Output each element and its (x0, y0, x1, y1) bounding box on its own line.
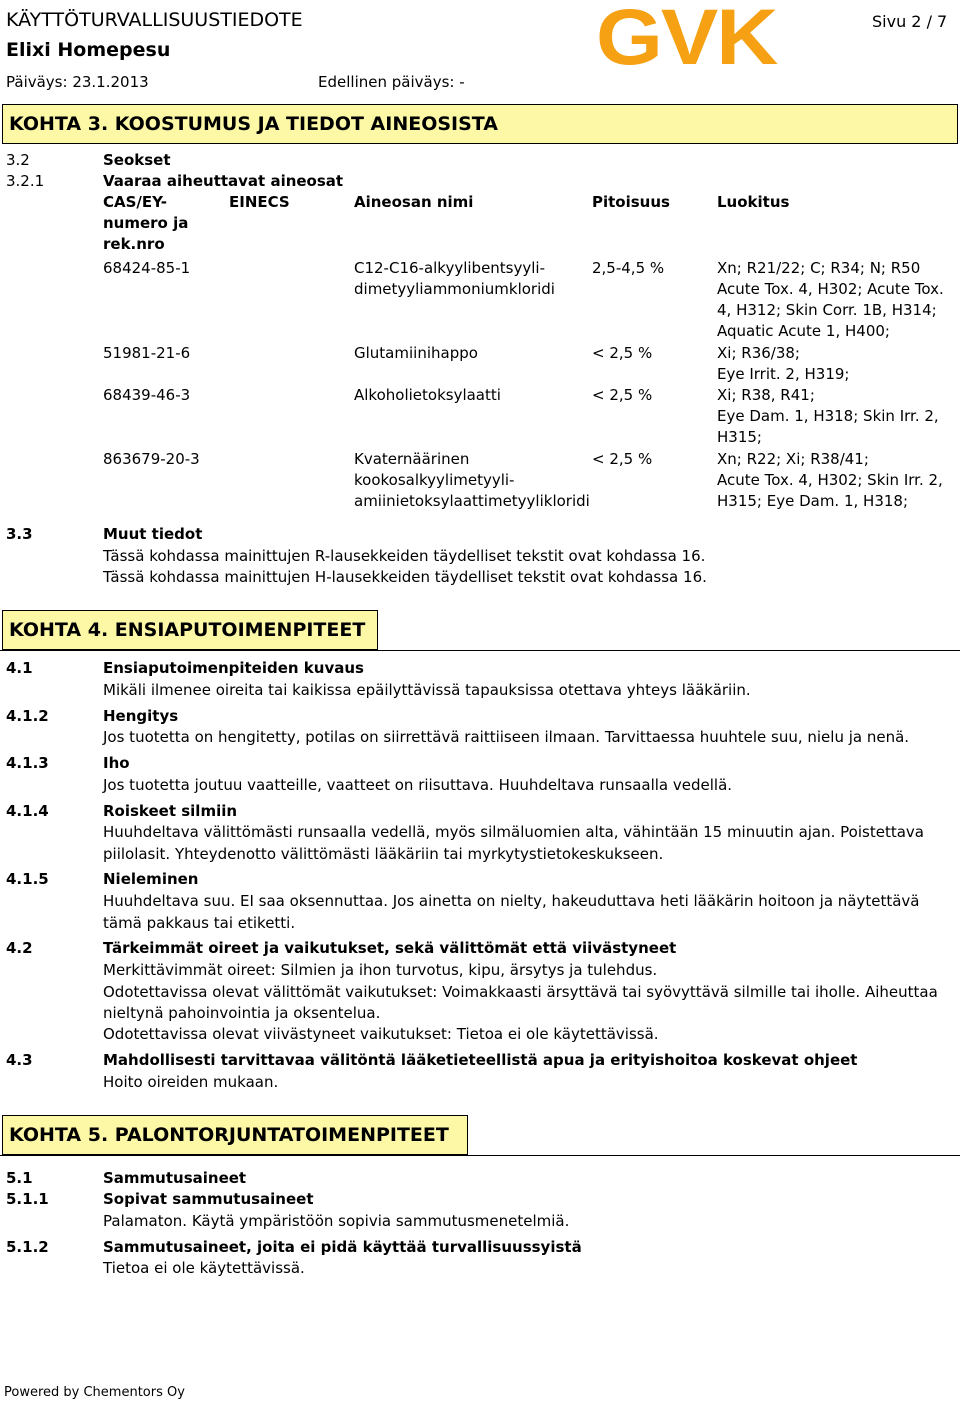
classification-line: Eye Dam. 1, H318; Skin Irr. 2, (717, 407, 939, 425)
document-title: KÄYTTÖTURVALLISUUSTIEDOTE (6, 9, 303, 31)
row-4-name-line2: kookosalkyylimetyyli- (354, 471, 515, 489)
section-3-2-number: 3.2 (6, 151, 30, 169)
section-3-3-number: 3.3 (6, 525, 33, 543)
section-5-1-1-title: Sopivat sammutusaineet (103, 1190, 314, 1208)
page-number: Sivu 2 / 7 (872, 12, 948, 31)
classification-line: Xi; R36/38; (717, 344, 800, 362)
section-4-1-4-text: piilolasit. Yhteydenotto välittömästi lääkäriin tai myrkytystietokeskukseen. (103, 845, 664, 863)
row-2-name: Glutamiinihappo (354, 344, 478, 362)
section-4-1-2-text: Jos tuotetta on hengitetty, potilas on siirrettävä raittiiseen ilmaan. Tarvittaessa huuhtele suu, nielu ja nenä. (103, 728, 910, 746)
previous-date: Edellinen päiväys: - (318, 73, 465, 91)
section-4-1-5-number: 4.1.5 (6, 870, 49, 888)
section-5-1-2-title: Sammutusaineet, joita ei pidä käyttää turvallisuussyistä (103, 1238, 582, 1256)
footer-powered-by: Powered by Chementors Oy (4, 1385, 185, 1400)
section-4-2-text: Odotettavissa olevat viivästyneet vaikutukset: Tietoa ei ole käytettävissä. (103, 1025, 659, 1043)
section-4-2-text: Merkittävimmät oireet: Silmien ja ihon turvotus, kipu, ärsytys ja tulehdus. (103, 961, 658, 979)
section-3-3-title: Muut tiedot (103, 525, 203, 543)
divider (0, 650, 960, 651)
section-3-3-text: Tässä kohdassa mainittujen H-lausekkeiden täydelliset tekstit ovat kohdassa 16. (103, 568, 707, 586)
col-header-cas-3: rek.nro (103, 235, 165, 253)
col-header-cas: CAS/EY- (103, 193, 168, 211)
classification-line: H315; (717, 428, 762, 446)
section-5-1-title: Sammutusaineet (103, 1169, 247, 1187)
row-3-cas: 68439-46-3 (103, 386, 191, 404)
col-header-cas-2: numero ja (103, 214, 189, 232)
section-4-1-4-text: Huuhdeltava välittömästi runsaalla vedellä, myös silmäluomien alta, vähintään 15 minuutin ajan. Poistettava (103, 823, 924, 841)
section-4-1-5-text: tämä pakkaus tai etiketti. (103, 914, 296, 932)
row-3-name: Alkoholietoksylaatti (354, 386, 501, 404)
section-4-1-4-number: 4.1.4 (6, 802, 49, 820)
section-4-2-title: Tärkeimmät oireet ja vaikutukset, sekä välittömät että viivästyneet (103, 939, 677, 957)
section-4-2-text: nieltynä pahoinvointia ja oksentelua. (103, 1004, 381, 1022)
row-4-cas: 863679-20-3 (103, 450, 200, 468)
classification-line: H315; Eye Dam. 1, H318; (717, 492, 909, 510)
row-4-concentration: < 2,5 % (592, 450, 653, 468)
section-5-1-2-text: Tietoa ei ole käytettävissä. (103, 1259, 305, 1277)
row-3-concentration: < 2,5 % (592, 386, 653, 404)
section-3-header (2, 104, 958, 144)
classification-line: 4, H312; Skin Corr. 1B, H314; (717, 301, 937, 319)
row-2-cas: 51981-21-6 (103, 344, 191, 362)
section-4-header (2, 610, 378, 650)
section-4-1-title: Ensiaputoimenpiteiden kuvaus (103, 659, 364, 677)
row-2-concentration: < 2,5 % (592, 344, 653, 362)
section-4-title: KOHTA 4. ENSIAPUTOIMENPITEET (9, 619, 366, 641)
section-4-1-2-number: 4.1.2 (6, 707, 49, 725)
classification-line: Aquatic Acute 1, H400; (717, 322, 890, 340)
section-4-3-text: Hoito oireiden mukaan. (103, 1073, 279, 1091)
section-3-2-title: Seokset (103, 151, 171, 169)
classification-line: Eye Irrit. 2, H319; (717, 365, 850, 383)
classification-line: Xn; R21/22; C; R34; N; R50 (717, 259, 921, 277)
section-4-1-number: 4.1 (6, 659, 33, 677)
section-5-1-2-number: 5.1.2 (6, 1238, 49, 1256)
classification-line: Xi; R38, R41; (717, 386, 815, 404)
col-header-classification: Luokitus (717, 193, 790, 211)
section-4-2-text: Odotettavissa olevat välittömät vaikutukset: Voimakkaasti ärsyttävä tai syövyttävä silmille tai iholle. Aiheuttaa (103, 983, 938, 1001)
classification-line: Acute Tox. 4, H302; Skin Irr. 2, (717, 471, 943, 489)
section-5-1-number: 5.1 (6, 1169, 33, 1187)
row-4-name-line3: amiinietoksylaattimetyylikloridi (354, 492, 590, 510)
section-5-header (2, 1115, 468, 1155)
section-4-1-5-text: Huuhdeltava suu. EI saa oksennuttaa. Jos ainetta on nielty, hakeuduttava heti lääkärin hoitoon ja näytettävä (103, 892, 920, 910)
gvk-logo: GVK (596, 0, 777, 82)
section-4-1-2-title: Hengitys (103, 707, 179, 725)
section-3-3-text: Tässä kohdassa mainittujen R-lausekkeiden täydelliset tekstit ovat kohdassa 16. (103, 547, 706, 565)
section-4-1-3-number: 4.1.3 (6, 754, 49, 772)
document-date: Päiväys: 23.1.2013 (6, 73, 149, 91)
section-4-2-number: 4.2 (6, 939, 33, 957)
company-name: Elixi Homepesu (6, 39, 171, 61)
row-1-name-line2: dimetyyliammoniumkloridi (354, 280, 555, 298)
classification-line: Xn; R22; Xi; R38/41; (717, 450, 869, 468)
row-1-name: C12-C16-alkyylibentsyyli- (354, 259, 546, 277)
section-3-2-1-number: 3.2.1 (6, 172, 45, 190)
col-header-concentration: Pitoisuus (592, 193, 670, 211)
section-4-1-3-text: Jos tuotetta joutuu vaatteille, vaatteet on riisuttava. Huuhdeltava runsaalla vedellä. (103, 776, 733, 794)
divider (0, 1155, 960, 1156)
section-5-title: KOHTA 5. PALONTORJUNTATOIMENPITEET (9, 1124, 449, 1146)
section-4-1-3-title: Iho (103, 754, 130, 772)
row-1-concentration: 2,5-4,5 % (592, 259, 665, 277)
section-5-1-1-text: Palamaton. Käytä ympäristöön sopivia sammutusmenetelmiä. (103, 1212, 570, 1230)
section-3-title: KOHTA 3. KOOSTUMUS JA TIEDOT AINEOSISTA (9, 113, 498, 135)
row-1-cas: 68424-85-1 (103, 259, 191, 277)
section-4-1-4-title: Roiskeet silmiin (103, 802, 238, 820)
section-4-3-title: Mahdollisesti tarvittavaa välitöntä lääketieteellistä apua ja erityishoitoa koskevat ohjeet (103, 1051, 858, 1069)
section-4-3-number: 4.3 (6, 1051, 33, 1069)
section-5-1-1-number: 5.1.1 (6, 1190, 49, 1208)
section-3-2-1-title: Vaaraa aiheuttavat aineosat (103, 172, 344, 190)
row-4-name: Kvaternäärinen (354, 450, 470, 468)
section-4-1-text: Mikäli ilmenee oireita tai kaikissa epäilyttävissä tapauksissa otettava yhteys lääkäriin. (103, 681, 751, 699)
section-4-1-5-title: Nieleminen (103, 870, 199, 888)
classification-line: Acute Tox. 4, H302; Acute Tox. (717, 280, 944, 298)
col-header-name: Aineosan nimi (354, 193, 474, 211)
col-header-einecs: EINECS (229, 193, 290, 211)
